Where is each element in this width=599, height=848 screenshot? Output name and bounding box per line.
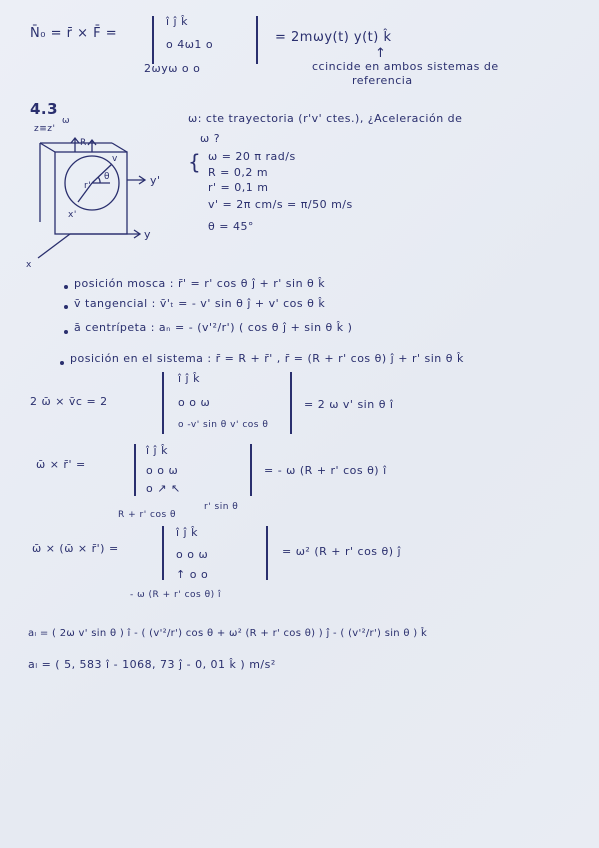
matrix-bar-left	[134, 444, 136, 496]
label-x: x	[26, 260, 32, 270]
bullet-item: ā centrípeta : aₙ = - (v'²/r') ( cos θ ĵ + sin θ k̂ )	[74, 321, 353, 334]
matrix-annotation: R + r' cos θ	[118, 510, 177, 520]
torque-lhs: N̄₀ = r̄ × F̄ =	[30, 26, 118, 41]
torque-rhs: = 2mωy(t) y(t) k̂	[275, 30, 392, 45]
label-r: R	[80, 138, 87, 148]
label-omega: ω	[62, 116, 71, 126]
data-item: θ = 45°	[208, 220, 254, 233]
matrix-row: î ĵ k̂	[176, 526, 198, 539]
label-yp: y'	[150, 174, 161, 187]
omega-cross-r-rhs: = - ω (R + r' cos θ) î	[264, 464, 387, 477]
matrix-row: o -v' sin θ v' cos θ	[178, 420, 269, 430]
note-arrow: ↑	[375, 46, 387, 61]
matrix-row: î ĵ k̂	[146, 444, 168, 457]
matrix-annotation: - ω (R + r' cos θ) î	[130, 590, 221, 600]
matrix-row: î ĵ k̂	[166, 15, 188, 28]
problem-number: 4.3	[30, 100, 59, 118]
matrix-row: o o ω	[178, 396, 211, 409]
data-item: v' = 2π cm/s = π/50 m/s	[208, 198, 353, 211]
data-item: r' = 0,1 m	[208, 181, 269, 194]
matrix-row: o ↗ ↖	[146, 482, 181, 495]
condition-line: ω ?	[200, 132, 221, 145]
matrix-bar-left	[162, 526, 164, 580]
bullet-dot	[64, 330, 68, 334]
bullet-dot	[64, 285, 68, 289]
matrix-row: o o ω	[176, 548, 209, 561]
coriolis-rhs: = 2 ω v' sin θ î	[304, 398, 394, 411]
omega-cross-r-lhs: ω̄ × r̄' =	[36, 458, 86, 471]
centripetal-lhs: ω̄ × (ω̄ × r̄') =	[32, 542, 119, 555]
matrix-bar-left	[162, 372, 164, 434]
matrix-row: î ĵ k̂	[178, 372, 200, 385]
note-line: ccincide en ambos sistemas de	[312, 60, 499, 73]
matrix-row: 2ωyω o o	[144, 62, 201, 75]
label-y: y	[144, 228, 152, 241]
centripetal-rhs: = ω² (R + r' cos θ) ĵ	[282, 545, 402, 558]
matrix-row: o 4ω1 o	[166, 38, 214, 51]
bullet-dot	[60, 361, 64, 365]
acceleration-expression: aₗ = ( 2ω v' sin θ ) î - ( (v'²/r') cos θ + ω² (R + r' cos θ) ) ĵ - ( (v'²/r') sin θ ) k̂	[28, 628, 428, 639]
label-xp: x'	[68, 210, 77, 220]
matrix-bar-right	[250, 444, 252, 496]
acceleration-result: aₗ = ( 5, 583 î - 1068, 73 ĵ - 0, 01 k̂ ) m/s²	[28, 658, 276, 671]
data-item: R = 0,2 m	[208, 166, 269, 179]
matrix-bar-right	[266, 526, 268, 580]
label-theta: θ	[104, 172, 111, 182]
data-item: ω = 20 π rad/s	[208, 150, 296, 163]
matrix-bar-right	[290, 372, 292, 434]
label-rp: r'	[84, 181, 92, 191]
bullet-dot	[64, 305, 68, 309]
bullet-item: posición mosca : r̄' = r' cos θ ĵ + r' sin θ k̂	[74, 277, 326, 290]
matrix-row: ↑ o o	[176, 568, 209, 581]
bullet-item: posición en el sistema : r̄ = R + r̄' , r̄ = (R + r' cos θ) ĵ + r' sin θ k̂	[70, 352, 464, 365]
bullet-item: v̄ tangencial : v̄'ₜ = - v' sin θ ĵ + v' cos θ k̂	[74, 297, 326, 310]
data-brace: {	[188, 150, 202, 174]
note-line: referencia	[352, 74, 413, 87]
matrix-annotation: r' sin θ	[204, 502, 239, 512]
label-z: z≡z'	[34, 124, 56, 134]
matrix-row: o o ω	[146, 464, 179, 477]
label-v: v	[112, 154, 118, 164]
condition-line: ω: cte trayectoria (r'v' ctes.), ¿Aceleración de	[188, 112, 463, 125]
coriolis-lhs: 2 ω̄ × v̄c = 2	[30, 395, 108, 408]
